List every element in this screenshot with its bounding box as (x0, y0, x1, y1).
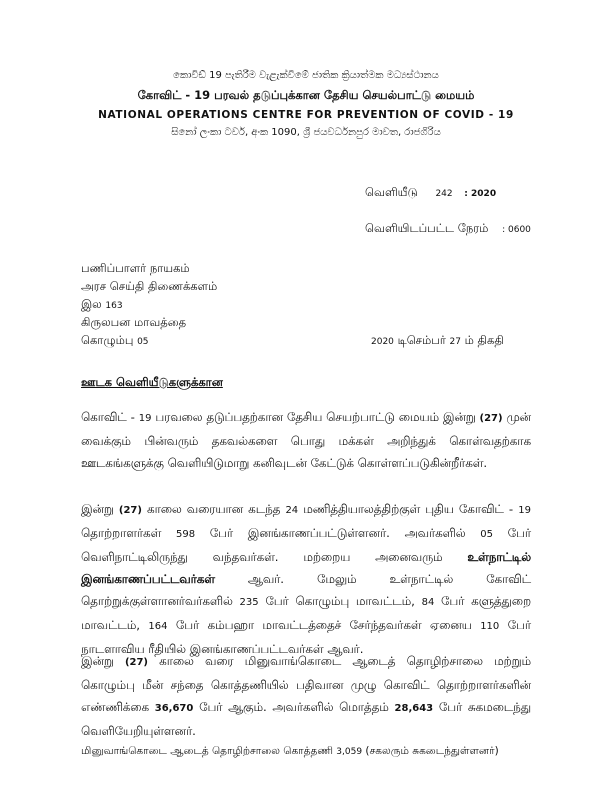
p1-bold-1: (27) (479, 413, 503, 424)
p2-text-9: பேர் களுத்துறை மாவட்டம், (81, 594, 531, 632)
release-time-label: வெளியிடப்பட்ட நேரம் (365, 221, 489, 235)
addressee-city: கொழும்பு (81, 333, 134, 347)
p2-number-2: 19 (518, 505, 531, 516)
addressee-line-1: பணிப்பாளர் நாயகம் (81, 261, 190, 275)
p2-number-4: 05 (480, 529, 493, 540)
date-day: 27 (449, 337, 461, 347)
header-address: සිනෝ ලංකා ටවර්, අංක 1090, ශ්‍රී ජයවර්ධනපුර මාවත, රාජගිරිය (171, 127, 441, 138)
addressee-no-label: இல (81, 297, 102, 311)
subject-heading: ஊடக வெளியீடுகளுக்கான (81, 375, 223, 389)
p2-number-8: 110 (480, 621, 500, 632)
p3-text-2: காலை வரை மினுவாங்கொடை ஆடைத் தொழிற்சாலை மற்றும் கொழும்பு மீன் சந்தை கொத்தணியில் பதிவான முழு கொவிட் தொற்றாளர்களின் எண்ணிக்கை (81, 654, 531, 714)
p2-text-5: பேர் இனங்காணப்பட்டுள்ளனர். அவர்களில் (195, 526, 481, 540)
addressee-line-5 (81, 333, 149, 349)
p2-text-7: ஆவர். மேலும் உள்நாட்டில் கோவிட் தொற்றுக்குள்ளானர்வர்களில் (81, 572, 531, 608)
p3-text-1: இன்று (81, 654, 125, 668)
header-tamil-title: கோவிட் - 19 பரவல் தடுப்புக்கான தேசிய செயல்பாட்டு மையம் (137, 88, 475, 102)
footer-text-2: (சகலரும் சுகடைந்துள்ளனர்) (362, 745, 499, 757)
header-sinhala-title: කොවිඩ් 19 පැතිරීම වැළැක්වීමේ ජාතික ක්‍රියාත්මක මධ්‍යස්ථානය (173, 70, 439, 81)
date-suffix: ம் திகதி (464, 333, 504, 347)
p3-bold-3: 28,643 (394, 703, 434, 714)
p3-text-4: பேர் சுகமடைந்து வெளியேறியுள்ளனர். (81, 700, 531, 738)
p1-text-2: பரவலை தடுப்பதற்கான தேசிய செயற்பாட்டு மையம் இன்று (151, 410, 480, 424)
p2-text-3: மணித்தியாலத்திற்குள் புதிய கோவிட் - (298, 502, 519, 516)
p2-number-6: 84 (421, 597, 435, 608)
cluster-footer-line (81, 745, 499, 758)
release-time-line (365, 221, 531, 237)
release-label: வெளியீடு (365, 185, 418, 199)
paragraph-3 (81, 650, 531, 742)
p2-number-3: 598 (175, 529, 196, 540)
addressee-line-2: அரச செய்தி திணைக்களம் (81, 279, 218, 293)
p3-bold-1: (27) (124, 657, 148, 668)
p2-bold-2: உள்நாட்டில் இனங்காணப்பட்டவர்கள் (81, 550, 531, 586)
header-english-title: NATIONAL OPERATIONS CENTRE FOR PREVENTION OF COVID - 19 (98, 109, 514, 121)
p1-text-1: கொவிட் - (81, 410, 139, 424)
p2-text-4: தொற்றாளர்கள் (81, 526, 176, 540)
p2-text-2: காலை வரையான கடந்த (141, 502, 286, 516)
p1-number-1: 19 (138, 413, 152, 424)
p2-text-1: இன்று (81, 502, 119, 516)
release-number: 242 (435, 189, 453, 199)
release-year: : 2020 (464, 189, 497, 199)
addressee-line-4: கிருலபன மாவத்தை (81, 315, 187, 329)
p2-bold-1: (27) (118, 505, 142, 516)
p3-bold-2: 36,670 (154, 703, 194, 714)
p2-text-8: பேர் கொழும்பு மாவட்டம், (258, 594, 422, 608)
date-year: 2020 (371, 337, 394, 347)
release-number-line (365, 185, 496, 201)
footer-number: 3,059 (336, 747, 363, 757)
addressee-line-3 (81, 297, 123, 313)
addressee-no-number: 163 (105, 301, 123, 311)
p3-text-3: பேர் ஆகும். அவர்களில் மொத்தம் (193, 700, 395, 714)
p2-number-7: 164 (148, 621, 168, 632)
release-time-value: : 0600 (502, 225, 531, 235)
paragraph-1 (81, 406, 531, 474)
addressee-city-code: 05 (137, 337, 149, 347)
p2-text-10: பேர் கம்பஹா மாவட்டத்தைச் சேர்ந்தவர்கள் ஏனைய (167, 618, 481, 632)
p2-text-11: பேர் நாடளாவிய ரீதியில் இனங்காணப்பட்டவர்கள் ஆவர். (81, 618, 531, 656)
footer-text-1: மினுவாங்கொடை ஆடைத் தொழிற்சாலை கொத்தணி (81, 745, 337, 757)
p2-number-5: 235 (239, 597, 259, 608)
paragraph-2 (81, 498, 531, 660)
document-date (371, 333, 504, 349)
p1-text-3: முன் வைக்கும் பின்வரும் தகவல்களை பொது மக்கள் அறிந்துக் கொள்வதற்காக ஊடகங்களுக்கு வெளியிடுமாறு கனிவுடன் கேட்டுக் கொள்ளப்படுகின்றீர்கள். (81, 410, 531, 470)
date-month: டிசெம்பர் (397, 333, 446, 347)
p2-text-6: பேர் வெளிநாட்டிலிருந்து வந்தவர்கள். மற்றைய அனைவரும் (81, 526, 531, 564)
p2-number-1: 24 (285, 505, 299, 516)
